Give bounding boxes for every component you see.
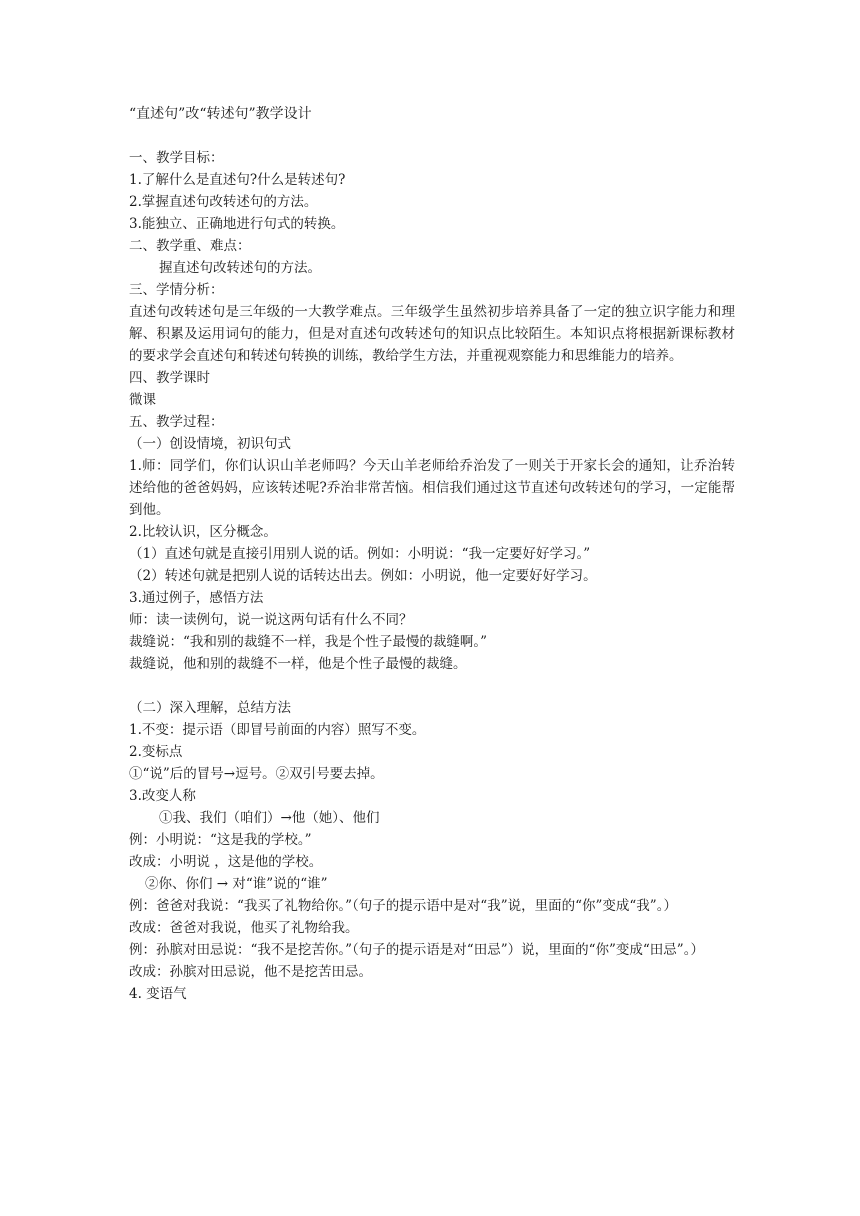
objective-item: 1.了解什么是直述句?什么是转述句?: [129, 172, 346, 188]
objective-item: 3.能独立、正确地进行句式的转换。: [129, 216, 345, 232]
process-part-2-heading: （二）深入理解，总结方法: [129, 700, 291, 716]
person-change-3: 改成：孙膑对田忌说，他不是挖苦田忌。: [129, 964, 372, 980]
process-part-1-item-2b: （2）转述句就是把别人说的话转达出去。例如：小明说，他一定要好好学习。: [129, 568, 597, 584]
person-example-2: 例：爸爸对我说：“我买了礼物给你。”（句子的提示语中是对“我”说，里面的“你”变成“我”。）: [129, 898, 677, 914]
process-part-1-item-2: 2.比较认识，区分概念。: [129, 524, 277, 540]
process-part-1-example-2: 裁缝说，他和别的裁缝不一样，他是个性子最慢的裁缝。: [129, 656, 467, 672]
objective-item: 2.掌握直述句改转述句的方法。: [129, 194, 318, 210]
person-example-1: 例：小明说：“这是我的学校。”: [129, 832, 312, 848]
periods-text: 微课: [129, 392, 156, 408]
spacer: [129, 125, 735, 147]
process-part-2-item-4: 4. 变语气: [129, 986, 187, 1002]
process-part-2-item-1: 1.不变：提示语（即冒号前面的内容）照写不变。: [129, 722, 426, 738]
section-heading-periods: 四、教学课时: [129, 370, 210, 386]
section-heading-analysis: 三、学情分析：: [129, 282, 224, 298]
analysis-paragraph: 直述句改转述句是三年级的一大教学难点。三年级学生虽然初步培养具备了一定的独立识字能力和理解、积累及运用词句的能力，但是对直述句改转述句的知识点比较陌生。本知识点将根据新课标教材的要求学会直述句和转述句转换的训练，教给学生方法，并重视观察能力和思维能力的培养。: [129, 304, 735, 364]
section-heading-objectives: 一、教学目标：: [129, 150, 224, 166]
process-part-1-item-2a: （1）直述句就是直接引用别人说的话。例如：小明说：“我一定要好好学习。”: [129, 546, 591, 562]
process-part-1-item-3: 3.通过例子，感悟方法: [129, 590, 264, 606]
section-heading-key-points: 二、教学重、难点：: [129, 238, 251, 254]
person-change-2: 改成：爸爸对我说，他买了礼物给我。: [129, 920, 359, 936]
process-part-2-item-3: 3.改变人称: [129, 788, 196, 804]
process-part-1-example-1: 裁缝说：“我和别的裁缝不一样，我是个性子最慢的裁缝啊。”: [129, 634, 488, 650]
process-part-2-item-2: 2.变标点: [129, 744, 183, 760]
process-part-1-question: 师：读一读例句，说一说这两句话有什么不同？: [129, 612, 413, 628]
spacer: [129, 675, 735, 697]
person-example-3: 例：孙膑对田忌说：“我不是挖苦你。”（句子的提示语是对“田忌”）说，里面的“你”变成“田忌”。）: [129, 942, 704, 958]
person-change-1: 改成：小明说 ，这是他的学校。: [129, 854, 323, 870]
person-rule-1: ①我、我们（咱们）→他（她）、他们: [159, 810, 380, 826]
key-points-text: 握直述句改转述句的方法。: [159, 260, 321, 276]
document-page: [129, 103, 735, 1005]
process-part-1-heading: （一）创设情境，初识句式: [129, 436, 291, 452]
process-part-2-item-2-text: ①“说”后的冒号→逗号。②双引号要去掉。: [129, 766, 384, 782]
person-rule-2: ②你、你们 → 对“谁”说的“谁”: [145, 876, 328, 892]
process-part-1-item-1: 1.师：同学们，你们认识山羊老师吗？今天山羊老师给乔治发了一则关于开家长会的通知，让乔治转述给他的爸爸妈妈，应该转述呢?乔治非常苦恼。相信我们通过这节直述句改转述句的学习，一定能帮到他。: [129, 458, 735, 518]
section-heading-process: 五、教学过程：: [129, 414, 224, 430]
document-title: “直述句”改“转述句”教学设计: [129, 106, 312, 122]
